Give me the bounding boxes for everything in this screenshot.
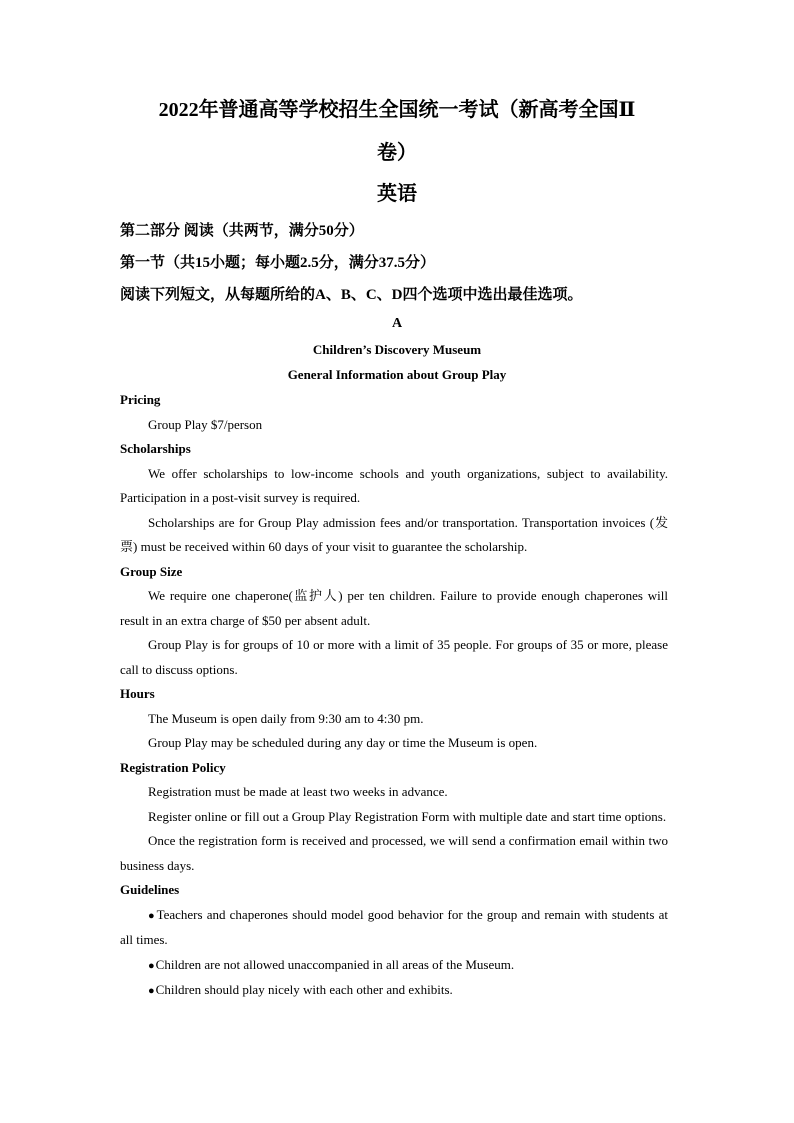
hours-paragraph: The Museum is open daily from 9:30 am to 4:30 pm. [148,710,424,726]
registration-paragraph: Register online or fill out a Group Play Registration Form with multiple date and start time options. [148,808,667,824]
guideline-bullet: ● Children should play nicely with each other and exhibits. [120,978,668,1004]
exam-title-continued: 卷） [377,142,417,164]
exam-title: 2022年普通高等学校招生全国统一考试（新高考全国Ⅱ [158,99,636,121]
part-heading: 第二部分 阅读（共两节，满分50分） [120,223,364,239]
passage-subtitle: General Information about Group Play [287,367,507,382]
registration-paragraph: Once the registration form is received and processed, we will send a confirmation email within two business days. [120,833,668,873]
passage-title: Children’s Discovery Museum [312,342,482,357]
registration-paragraph: Registration must be made at least two weeks in advance. [148,784,448,799]
section-heading-guidelines: Guidelines [120,882,180,897]
group-size-paragraph: Group Play is for groups of 10 or more with a limit of 35 people. For groups of 35 or more, please call to discuss options. [120,637,668,677]
passage-body [120,388,668,1004]
hours-paragraph: Group Play may be scheduled during any day or time the Museum is open. [148,735,538,750]
section-heading-group-size: Group Size [120,563,183,579]
section-heading-hours: Hours [120,686,155,701]
guideline-bullet: ● Children are not allowed unaccompanied in all areas of the Museum. [120,953,668,979]
pricing-paragraph: Group Play $7/person [148,416,263,432]
scholarships-paragraph: Scholarships are for Group Play admission fees and/or transportation. Transportation invoices (发票) must be received within 60 days of your visit to guarantee the scholarship. [120,514,668,554]
section-heading-pricing: Pricing [120,392,161,407]
section-heading: 第一节（共15小题；每小题2.5分，满分37.5分） [120,255,436,271]
passage-letter: A [391,316,403,331]
group-size-paragraph: We require one chaperone(监护人) per ten children. Failure to provide enough chaperones will result in an extra charge of $50 per absent adult. [120,588,668,628]
subject-heading: 英语 [377,183,417,205]
section-heading-registration-policy: Registration Policy [120,759,226,775]
guideline-bullet: ● Teachers and chaperones should model good behavior for the group and remain with students at all times. [120,903,668,953]
section-heading-scholarships: Scholarships [120,441,191,456]
scholarships-paragraph: We offer scholarships to low-income schools and youth organizations, subject to availability. Participation in a post-visit survey is required. [120,465,668,505]
reading-instruction: 阅读下列短文，从每题所给的A、B、C、D四个选项中选出最佳选项。 [120,287,583,303]
